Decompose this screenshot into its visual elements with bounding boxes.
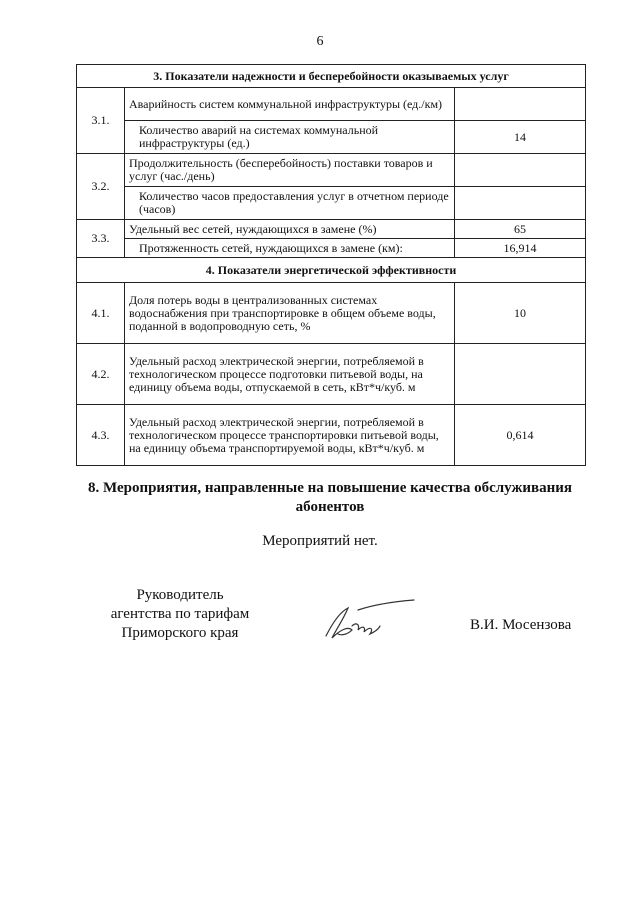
indicator-value: [455, 344, 586, 405]
indicator-value: 0,614: [455, 405, 586, 466]
indicator-value: [455, 154, 586, 187]
indicator-value: 16,914: [455, 239, 586, 258]
indicator-value: [455, 88, 586, 121]
signer-title-line: Руководитель: [136, 587, 224, 603]
row-number: 3.1.: [77, 88, 125, 154]
section3-title: 3. Показатели надежности и бесперебойности оказываемых услуг: [77, 65, 586, 88]
signer-name: В.И. Мосензова: [470, 617, 572, 633]
page-number: 6: [316, 34, 324, 49]
indicator-description: Продолжительность (бесперебойность) поставки товаров и услуг (час./день): [125, 154, 455, 187]
handwritten-signature: [318, 596, 418, 646]
table-row: [77, 239, 586, 258]
indicator-description: Доля потерь воды в централизованных системах водоснабжения при транспортировке в общем объеме воды, поданной в водопроводную сеть, %: [125, 283, 455, 344]
indicator-description: Удельный расход электрической энергии, потребляемой в технологическом процессе транспортировки питьевой воды, на единицу объема транспортируемой воды, кВт*ч/куб. м: [125, 405, 455, 466]
signer-title-line: Приморского края: [121, 625, 239, 641]
table-row: [77, 154, 586, 187]
row-number: 4.3.: [77, 405, 125, 466]
indicator-description: Протяженность сетей, нуждающихся в замене (км):: [125, 239, 455, 258]
section8-text: Мероприятий нет.: [262, 533, 378, 549]
indicator-value: [455, 187, 586, 220]
section4-title: 4. Показатели энергетической эффективности: [77, 258, 586, 283]
indicator-description: Удельный расход электрической энергии, потребляемой в технологическом процессе подготовки питьевой воды, на единицу объема воды, отпускаемой в сеть, кВт*ч/куб. м: [125, 344, 455, 405]
row-number: 4.1.: [77, 283, 125, 344]
table-row: [77, 283, 586, 344]
indicators-table: [76, 64, 586, 466]
indicator-description: Количество аварий на системах коммунальной инфраструктуры (ед.): [125, 121, 455, 154]
indicator-description: Количество часов предоставления услуг в отчетном периоде (часов): [125, 187, 455, 220]
table-row: [77, 220, 586, 239]
table-row: [77, 88, 586, 121]
indicator-value: 14: [455, 121, 586, 154]
table-row: [77, 344, 586, 405]
indicator-value: 10: [455, 283, 586, 344]
section4-header-row: [77, 258, 586, 283]
signer-title-line: агентства по тарифам: [110, 606, 250, 622]
table-row: [77, 121, 586, 154]
section8-heading: 8. Мероприятия, направленные на повышение качества обслуживания абонентов: [87, 480, 572, 515]
table-row: [77, 405, 586, 466]
table-row: [77, 187, 586, 220]
section3-header-row: [77, 65, 586, 88]
indicator-description: Удельный вес сетей, нуждающихся в замене (%): [125, 220, 455, 239]
indicator-description: Аварийность систем коммунальной инфраструктуры (ед./км): [125, 88, 455, 121]
row-number: 3.2.: [77, 154, 125, 220]
row-number: 4.2.: [77, 344, 125, 405]
indicator-value: 65: [455, 220, 586, 239]
row-number: 3.3.: [77, 220, 125, 258]
signer-title: [105, 586, 255, 643]
